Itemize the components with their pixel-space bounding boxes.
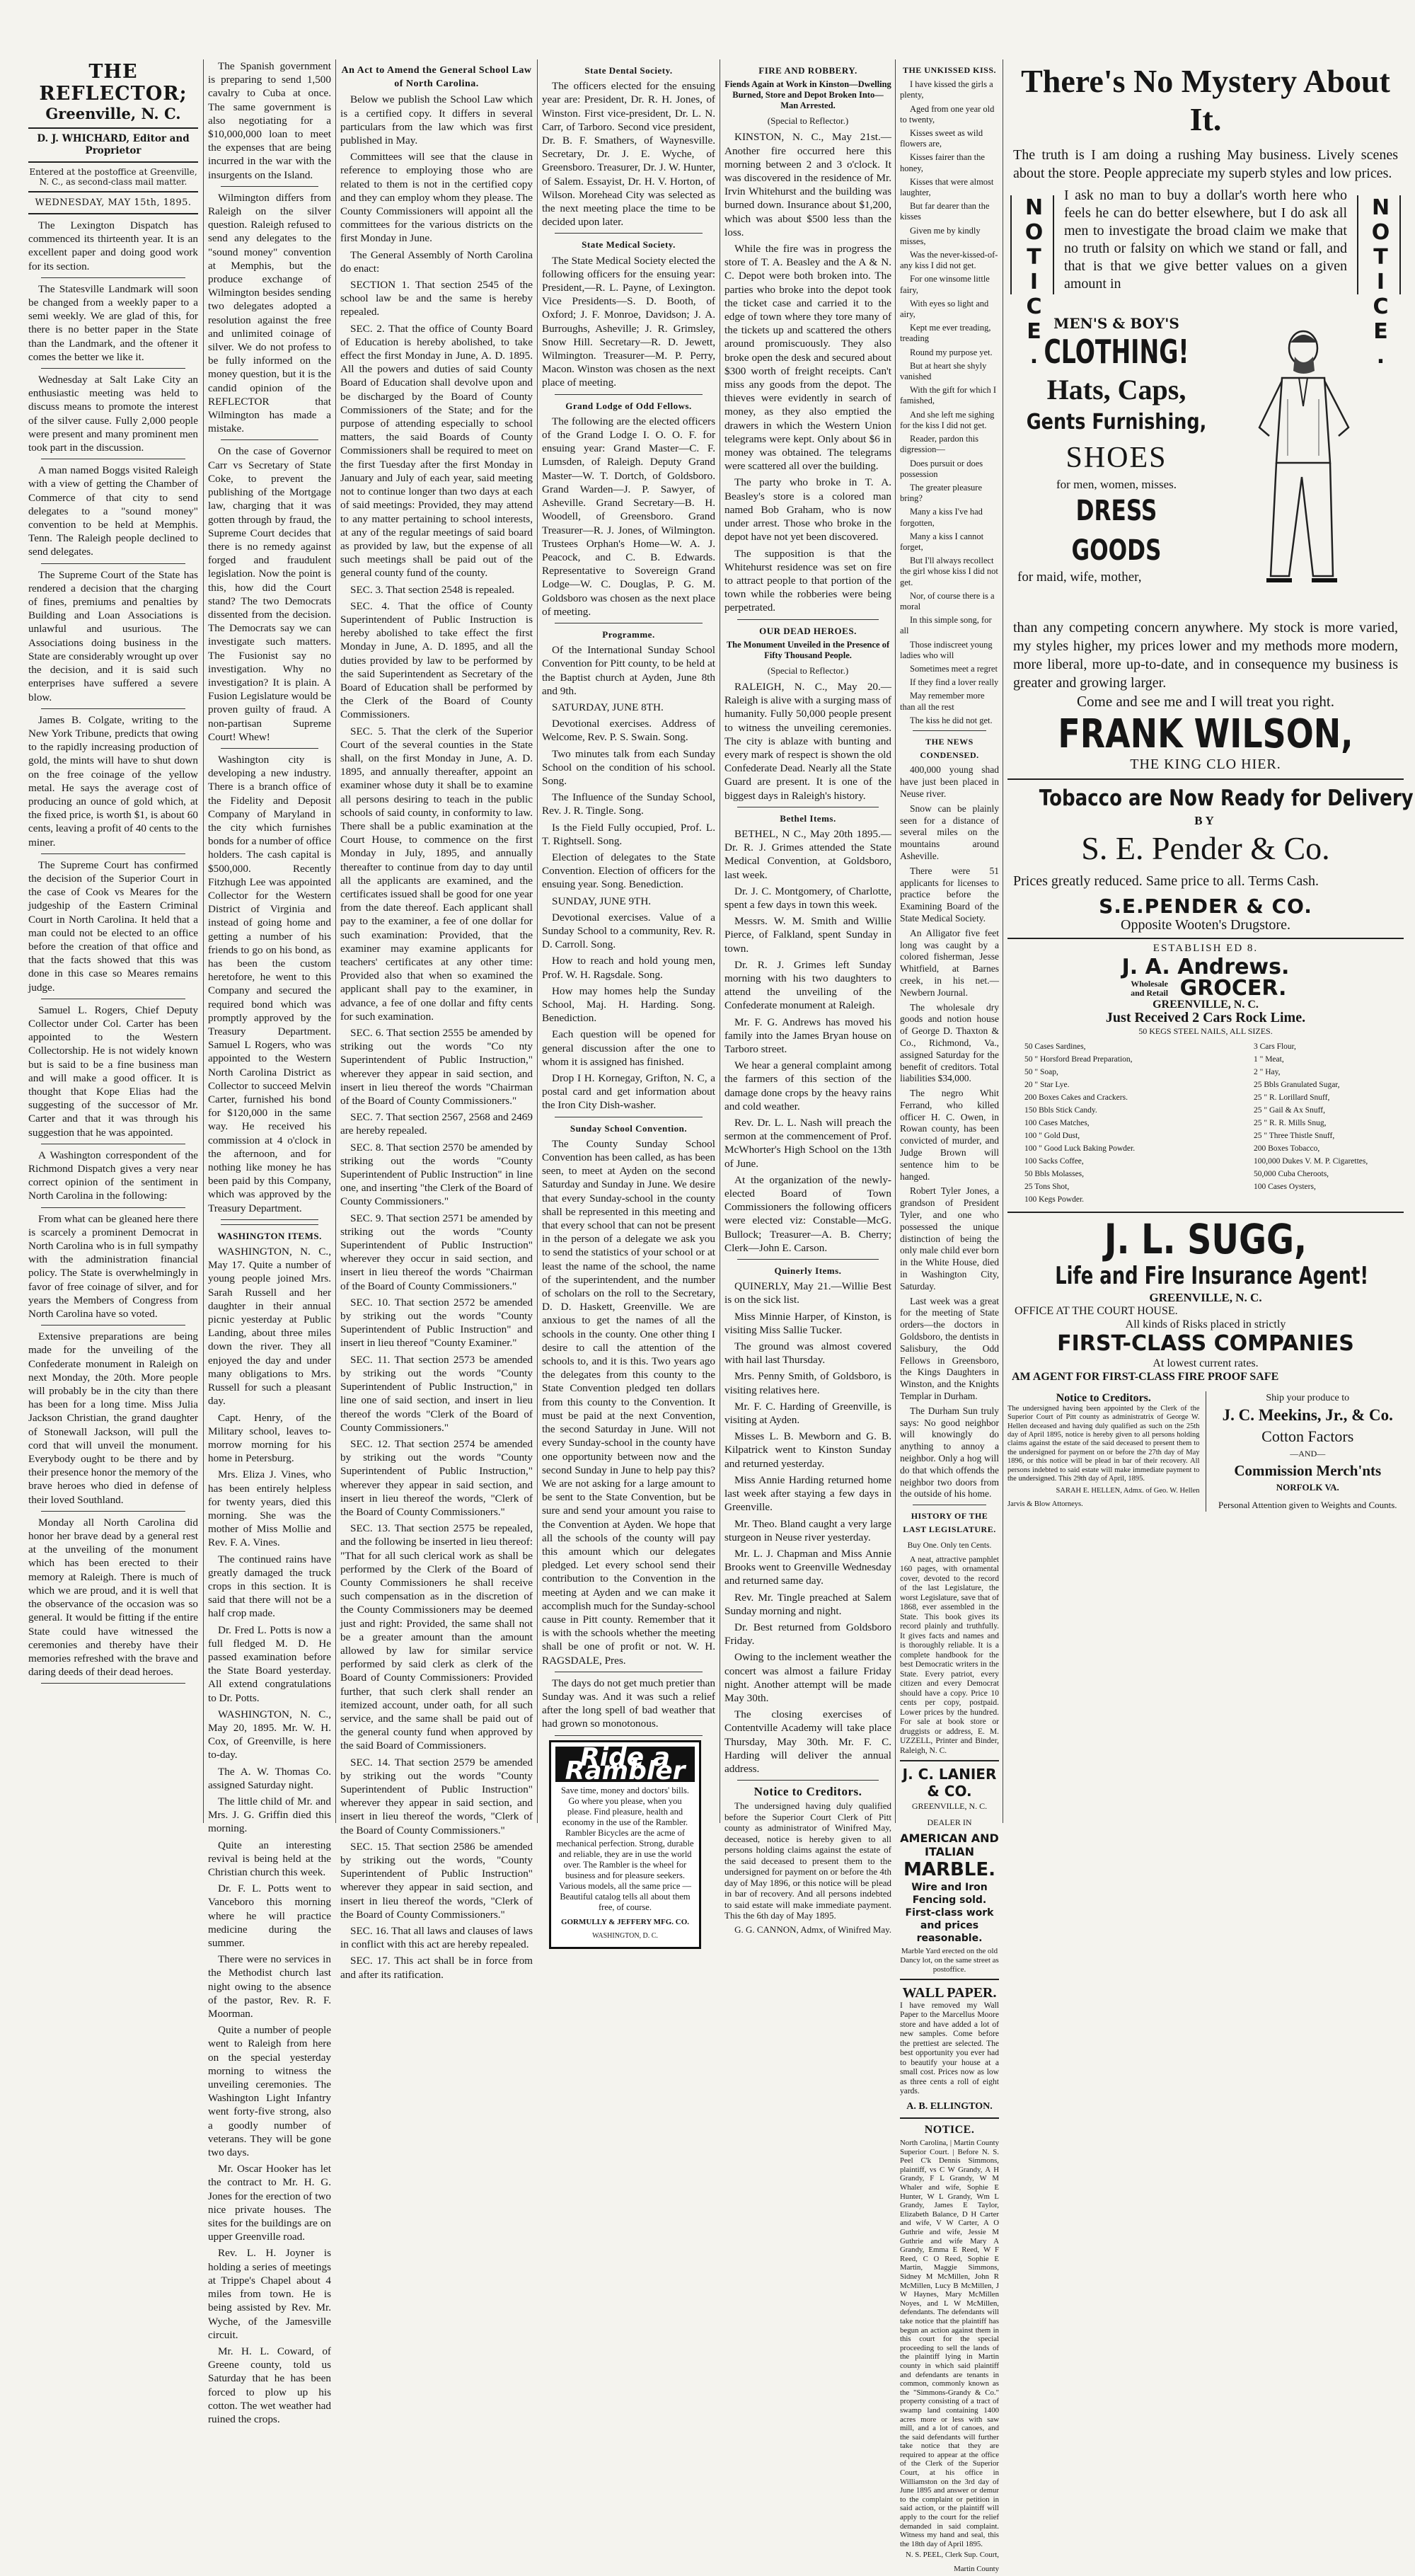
masthead-title: THE REFLECTOR; — [39, 61, 187, 105]
sugg-city: GREENVILLE, N. C. — [1149, 1290, 1262, 1304]
quinerly-item: Mr. Theo. Bland caught a very large sturgeon in Neuse river yesterday. — [724, 1517, 891, 1543]
andrews-city: GREENVILLE, N. C. — [1153, 999, 1259, 1011]
news-condensed-heading: THE NEWS CONDENSED. — [920, 736, 979, 761]
quinerly-items-heading: Quinerly Items. — [774, 1265, 842, 1277]
meekins-ad — [1206, 1391, 1404, 1512]
pender-prices: Prices greatly reduced. Same price to all. Terms Cash. — [1013, 873, 1319, 889]
unkissed-kiss-poem — [900, 79, 999, 726]
quinerly-item: Owing to the inclement weather the concert was almost a failure Friday night. Another attempt will be made May 30th. — [724, 1651, 891, 1704]
stock-item: 200 Boxes Cakes and Crackers. — [1024, 1093, 1128, 1102]
washington-items — [208, 1245, 331, 2426]
poem-line: Kept me ever treading, treading — [900, 323, 991, 344]
news-item: An Alligator five feet long was caught by a colored fisherman, Jesse Whitfield, at Barnes creek, in his net.—Newbern Journal. — [900, 927, 999, 998]
school-law-section: SEC. 2. That the office of County Board of Education is hereby abolished, to take effect the first Monday in June, A. D. 1895. All the powers and duties of said County Board of Education shall devolve upon and be discharged by the Board of County Commissioners of the State; and for the purpose of attending especially to school matters, the said Boards of County Commissioners shall be required to meet on the first Tuesday after the first Monday in January and July of each year, said meeting not to continue longer than two days at each of said meetings: Provided, they may attend to any matter pertaining to school interests, at any of the regular meetings of said board as provided by law, but the expense of all such meetings shall be paid out of the general county fund of the county. — [340, 322, 533, 580]
poem-line: May remember more than all the rest — [900, 691, 985, 712]
meekins-ship: Ship your produce to — [1266, 1392, 1350, 1403]
andrews-stock — [1015, 1042, 1397, 1207]
dead-heroes-heading: OUR DEAD HEROES. — [759, 625, 857, 636]
column-1 — [28, 61, 198, 1832]
pender-name-2: S.E.PENDER & CO. — [1099, 894, 1312, 918]
poem-line: With the gift for which I famished, — [900, 385, 997, 406]
article-paragraph: The Statesville Landmark will soon be changed from a weekly paper to a semi weekly. We are glad of this, for there is no better paper in the State than the Landmark, and the oftener it comes the better we like it. — [28, 282, 198, 363]
article-paragraph: From what can be gleaned here there is scarcely a prominent Democrat in North Carolina who is in full sympathy with the administration financial policy. The State is overwhelmingly in favor of free coinage of silver, and for years the Members of Congress from North Carolina have so voted. — [28, 1212, 198, 1321]
clothing-ad-lines — [1010, 317, 1223, 585]
washington-item: Mr. H. L. Coward, of Greene county, told us Saturday that he has been forced to plow up his cotton. The wet weather had ruined the crops. — [208, 2345, 331, 2425]
stock-item: 25 " R. R. Mills Snug, — [1254, 1118, 1327, 1127]
hellen-notice-heading: Notice to Creditors. — [1056, 1391, 1151, 1404]
meekins-norfolk: NORFOLK VA. — [1276, 1482, 1339, 1493]
gentleman-illustration — [1245, 321, 1365, 590]
poem-line: Aged from one year old to twenty, — [900, 103, 995, 125]
andrews-grocer: GROCER. — [1179, 976, 1287, 1001]
article-paragraph: Wednesday at Salt Lake City an enthusiastic meeting was held to discuss means to promote the interest of the silver cause. Fully 2,000 people were present and many prominent men took part in the discussion. — [28, 374, 198, 454]
school-law-section: SECTION 1. That section 2545 of the school law be and the same is hereby repealed. — [340, 279, 533, 318]
news-condensed-items — [900, 764, 999, 1500]
quinerly-item: Rev. Mr. Tingle preached at Salem Sunday morning and night. — [724, 1591, 891, 1617]
stock-item: 150 Bbls Stick Candy. — [1024, 1105, 1097, 1115]
dress-for: for maid, wife, mother, — [1017, 570, 1142, 585]
dress-goods: DRESS GOODS — [1071, 495, 1162, 568]
shoes-word: SHOES — [1065, 442, 1167, 475]
bottom-ads — [1007, 1391, 1404, 1512]
poem-line: Does pursuit or does possession — [900, 458, 983, 479]
fire-robbery-paragraph: While the fire was in progress the store of T. A. Beasley and the A & N. C. Depot were both broken into. The parties who broke into the depot took the ticket case and carried it to the edge of town where they tore many of the tickets up and scattered the others around promiscuously. They also broke open the desk and secured about $300 worth of freight receipts. Can't miss any goods from the depot. The thieves were evidently in search of money, as they also emptied the drawers in which the Western Union telegrams were kept. Only about $6 in money was obtained. The telegrams were scattered all over the building. — [724, 243, 891, 473]
column-6 — [900, 59, 999, 2573]
programme-list — [542, 643, 715, 1069]
washington-item: Rev. L. H. Joyner is holding a series of meetings at Trippe's Chapel about 4 miles from town. He is being assisted by Rev. Mr. Wyche, of the Jamesville circuit. — [208, 2247, 331, 2341]
article-paragraph: James B. Colgate, writing to the New York Tribune, predicts that owing to the rapidly increasing production of gold, the mints will have to shut down on the free coinage of the yellow metal. He says the average cost of producing an ounce of gold which, at the fixed price, is worth $1, is about 60 cents, leaving a profit of 40 cents to the miner. — [28, 713, 198, 849]
poem-line: Sometimes meet a regret — [910, 663, 998, 674]
dental-society-heading: State Dental Society. — [584, 65, 673, 76]
poem-line: The kiss he did not get. — [910, 715, 993, 725]
school-law-section: SEC. 6. That section 2555 be amended by striking out the words "Co nty Superintendent of Public Instruction," wherever they appear in said section, and insert in lieu thereof the words "Chairman of the Board of County Commissioners." — [340, 1027, 533, 1108]
washington-item: The A. W. Thomas Co. assigned Saturday night. — [208, 1765, 331, 1791]
shoes-for: for men, women, misses. — [1056, 478, 1177, 492]
quinerly-item: Dr. Best returned from Goldsboro Friday. — [724, 1621, 891, 1648]
programme-item: Election of delegates to the State Convention. Election of officers for the ensuing year. Song. Benediction. — [542, 851, 715, 891]
lanier-fencing: Wire and Iron Fencing sold. First-class work and prices reasonable. — [905, 1881, 994, 1944]
clothing-ad — [1007, 187, 1404, 619]
school-law-section: SEC. 15. That section 2586 be amended by striking out the words, "County Superintendent of Public Instruction" wherever they appear in said section, and insert in lieu thereof the words, "Clerk of the Board of County Commissioners." — [340, 1840, 533, 1921]
stock-item: 50 Cases Sardines, — [1024, 1042, 1086, 1051]
stock-item: 25 " R. Lorillard Snuff, — [1254, 1093, 1330, 1102]
andrews-name: J. A. Andrews. — [1121, 955, 1290, 980]
fire-robbery-paragraph: KINSTON, N. C., May 21st.—Another fire occurred here this morning between 2 and 3 o'clock. It was discovered in the residence of Mr. Irvin Whitehurst and the building was burned down. Insurance about $1,200, which was about $500 less than the loss. — [724, 131, 891, 238]
article-paragraph: The Lexington Dispatch has commenced its thirteenth year. It is an excellent paper and doing good work for its section. — [28, 219, 198, 272]
lanier-dealer: DEALER IN — [927, 1817, 972, 1827]
stock-item: 25 Tons Shot, — [1024, 1182, 1070, 1191]
stock-item: 25 " Gail & Ax Snuff, — [1254, 1105, 1325, 1115]
hellen-notice-signature: SARAH E. HELLEN, Admx. of Geo. W. Hellen — [1056, 1486, 1200, 1495]
poem-line: But far dearer than the kisses — [900, 201, 990, 222]
medical-society-heading: State Medical Society. — [582, 239, 676, 251]
column-4 — [542, 59, 715, 1940]
fire-robbery-subheading: Fiends Again at Work in Kinston—Dwelling Burned, Store and Depot Broken Into—Man Arrested. — [724, 79, 891, 111]
rambler-ad-maker: GORMULLY & JEFFERY MFG. CO. — [560, 1917, 690, 1926]
washington-item: WASHINGTON, N. C., May 17. Quite a number of young people joined Mrs. Sarah Russell and her daughter in their annual picnic yesterday at Public Landing, about three miles down the river. They all enjoyed the day and under many obligations to Mrs. Russell for such a pleasant day. — [208, 1246, 331, 1408]
news-item: Snow can be plainly seen for a distance of several miles on the mountains around Asheville. — [900, 803, 999, 861]
column-2-articles — [208, 59, 331, 1220]
poem-line: For one winsome little fairy, — [900, 274, 990, 295]
sugg-first-class: FIRST-CLASS COMPANIES — [1057, 1331, 1354, 1357]
washington-item: Quite an interesting revival is being held at the Christian church this week. — [208, 1839, 331, 1878]
school-law-section: SEC. 9. That section 2571 be amended by striking out the words "County Superintendent of Public Instruction" wherever they occur in said section, and insert in lieu thereof the words "Chairman of the Board of County Commissioners." — [340, 1212, 533, 1292]
stock-item: 100 Sacks Coffee, — [1024, 1156, 1084, 1166]
lanier-ad — [900, 1766, 999, 1974]
clothing-ad-body: I ask no man to buy a dollar's worth here who feels he can do better elsewhere, but I do ask all men to investigate the broad claim we make that no truth or falsity on which we stand or fall, and that is that we give better values on a given amount in — [1064, 188, 1347, 292]
poem-line: I have kissed the girls a plenty, — [900, 79, 993, 100]
masthead-entered: Entered at the postoffice at Greenville, N. C., as second-class mail matter. — [29, 167, 197, 187]
school-law-section: SEC. 14. That section 2579 be amended by striking out the words "County Superintendent of Public Instruction" wherever they appear in said section, and insert in lieu thereof the words, "Clerk of the Board of County Commissioners." — [340, 1756, 533, 1836]
poem-line: Reader, pardon this digression— — [900, 434, 979, 455]
legislature-text: A neat, attractive pamphlet 160 pages, with ornamental cover, devoted to the record of the last Legislature, the worst Legislature, save that of 1868, ever assembled in the State. This book gives its record plainly and truthfully. It gives facts and names and is thoroughly reliable. It is a complete handbook for the best Democratic writers in the State. Every patriot, every citizen and every Democrat should have a copy. Price 10 cents per copy, postpaid. Lower prices by the hundred. For sale at book store or druggists or address, E. M. UZZELL, Printer and Binder, Raleigh, N. C. — [900, 1555, 999, 1755]
poem-line: Those indiscreet young ladies who will — [900, 639, 993, 660]
andrews-stock-right — [1244, 1042, 1397, 1207]
clothing-word: CLOTHING! — [1044, 333, 1189, 372]
fire-robbery-text — [724, 130, 891, 614]
hats-caps: Hats, Caps, — [1046, 374, 1186, 406]
stock-item: 100 " Gold Dust, — [1024, 1131, 1080, 1140]
poem-line: With eyes so light and airy, — [900, 298, 989, 320]
bethel-item: BETHEL, N C., May 20th 1895.—Dr. R. J. Grimes attended the State Medical Convention, at Goldsboro, last week. — [724, 827, 891, 881]
washington-item: The little child of Mr. and Mrs. J. G. Griffin died this morning. — [208, 1795, 331, 1835]
pender-opposite: Opposite Wooten's Drugstore. — [1121, 916, 1290, 933]
wall-paper-heading: WALL PAPER. — [902, 1984, 997, 2001]
article-paragraph: Monday all North Carolina did honor her brave dead by a general rest at the unveiling of the monument which has been erected to their memory at Raleigh. There is much of which we are proud, and it is well that the observance of the occasion was so general. It would be fitting if the entire State could have witnessed the ceremonies and thereby have their memories refreshed with the brave and daring deeds of their dead heroes. — [28, 1516, 198, 1679]
poem-line: Many a kiss I cannot forget, — [900, 531, 984, 552]
no-mystery-headline: There's No Mystery About It. — [1021, 63, 1390, 137]
programme-item: Of the International Sunday School Convention for Pitt county, to be held at the Baptist church at Ayden, June 8th and 9th. — [542, 644, 715, 697]
unkissed-kiss-heading: THE UNKISSED KISS. — [902, 65, 997, 75]
stock-item: 50 " Horsford Bread Preparation, — [1024, 1054, 1133, 1064]
programme-item: SUNDAY, JUNE 9TH. — [552, 895, 652, 907]
tobacco-by: BY — [1194, 814, 1217, 828]
wall-paper-text: I have removed my Wall Paper to the Marcellus Moore store and have added a lot of new samples. Come before the prettiest are selected. The best opportunity you ever had to beautify your house at a small cost. Prices now as low as three cents a roll of eight yards. — [900, 2001, 999, 2096]
programme-item: Two minutes talk from each Sunday School on the condition of his school. Song. — [542, 747, 715, 787]
poem-line: If they find a lover really — [910, 677, 999, 688]
stock-item: 20 " Star Lye. — [1024, 1080, 1070, 1089]
bethel-item: Rev. Dr. L. L. Nash will preach the sermon at the commencement of Prof. McWhorter's High School on the 13th of June. — [724, 1117, 891, 1170]
wall-paper-name: A. B. ELLINGTON. — [906, 2100, 993, 2112]
programme-item: The Influence of the Sunday School, Rev. J. R. Tingle. Song. — [542, 791, 715, 817]
school-law-section: SEC. 3. That section 2548 is repealed. — [350, 583, 515, 596]
school-law-section: SEC. 12. That section 2574 be amended by striking out the words "County Superintendent of Public Instruction," wherever they appear in said section, and insert in lieu thereof the words, "Clerk of the Board of County Commissioners." — [340, 1437, 533, 1518]
column-rule — [203, 59, 204, 1823]
hellen-notice-firm: Jarvis & Blow Attorneys. — [1007, 1500, 1083, 1508]
poem-line: In this simple song, for all — [900, 615, 992, 636]
school-law-heading: An Act to Amend the General School Law of North Carolina. — [341, 65, 532, 90]
fire-robbery-heading: FIRE AND ROBBERY. — [758, 65, 857, 76]
programme-item: SATURDAY, JUNE 8TH. — [552, 701, 664, 713]
sugg-life-fire: Life and Fire Insurance Agent! — [1055, 1261, 1369, 1290]
article-paragraph: The Spanish government is preparing to send 1,500 cavalry to Cuba at once. The same government is also negotiating for a $10,000,000 loan to meet the expenses that are being incurred in the war with the insurgents on the Island. — [208, 60, 331, 181]
fire-robbery-special: (Special to Reflector.) — [767, 115, 849, 127]
stock-item: 50,000 Cuba Cheroots, — [1254, 1169, 1329, 1178]
column-rule — [335, 59, 336, 1823]
meekins-personal: Personal Attention given to Weights and Counts. — [1218, 1500, 1397, 1511]
wall-paper-ad — [900, 1984, 999, 2113]
come-see: Come and see me and I will treat you right. — [1077, 693, 1334, 710]
legislature-heading: HISTORY OF THE LAST LEGISLATURE. — [903, 1511, 996, 1535]
creditors-notice-text: The undersigned having duly qualified before the Superior Court Clerk of Pitt county as administrator of Winifred May, deceased, notice is hereby given to all persons holding claims against the estate of the said deceased to present them to the undersigned for payment on or before the 4th day of May 1896, or this notice will be plead in bar of recovery. And all persons indebted to said estate will make immediate payment. This the 6th day of May 1895. — [724, 1800, 891, 1921]
odd-fellows-text: The following are the elected officers of the Grand Lodge I. O. O. F. for ensuing year: Grand Master—C. F. Lumsden, of Raleigh. Deputy Grand Master—W. T. Dortch, of Goldsboro. Grand Warden—J. P. Sawyer, of Asheville. Grand Secretary—B. H. Woodell, of Greensboro. Grand Treasurer—R. J. Jones, of Wilmington. Trustees Orphan's Home—W. A. J. Peacock, and C. B. Edwards. Representative to Sovereign Grand Lodge—W. C. Douglas, P. G. M. Goldsboro was chosen as the next place of meeting. — [542, 415, 715, 618]
quinerly-item: Miss Annie Harding returned home last week after staying a few days in Greenville. — [724, 1473, 891, 1514]
article-paragraph: A man named Boggs visited Raleigh with a view of getting the Chamber of Commerce of that city to send delegates to a "sound money" convention to be held at Memphis. Tenn. The Raleigh people declined to send delegates. — [28, 464, 198, 558]
gents-furnishing: Gents Furnishing, — [1026, 410, 1207, 435]
news-item: The Durham Sun truly says: No good neighbor will knowingly do anything to annoy a neighbor. Only a hog will do that which offends the neighbor two doors from the outside of his home. — [900, 1405, 999, 1500]
programme-item: Is the Field Fully occupied, Prof. L. T. Rightsell. Song. — [542, 821, 715, 847]
meekins-commission: Commission Merch'nts — [1234, 1462, 1382, 1480]
court-notice-text: North Carolina, | Martin County Superior Court. | Before N. S. Peel C'k Dennis Simmons, plaintiff, vs C W Grandy, A H Grandy, F L Grandy, W M Whaler and wife, Sophie E Hunter, W L Grandy, Wm L Grandy, James E Taylor, Elizabeth Balance, D H Carter and wife, V W Carter, A O Guthrie and wife, Jessie M Guthrie and wife Mary A Grandy, Emma E Reed, W F Reed, C O Reed, Sophie E Martin, Maggie Simmons, Sidney M McMillen, John R McMillen, Lucy B McMillen, J W Haynes, Mary McMillen Noyes, and L W McMillen, defendants. The defendants will take notice that the plaintiff has begun an action against them in this court for the special proceeding to sell the lands of the plaintiff lying in Martin county in which said plaintiff and defendants are tenants in common, commonly known as the "Simmons-Grandy & Co." property consisting of a tract of swamp land containing 1400 acres more or less with saw mill, and a lot of canoes, and the said defendants will further take notice that they are required to appear at the office of the Clerk of the Superior Court, at his office in Williamston on the 3rd day of June 1895 and answer or demur to the complaint or petition in said action, or the plaintiff will apply to the court for the relief demanded in said complaint. Witness my hand and seal, this the 18th day of April 1895. — [900, 2139, 999, 2548]
quinerly-item: Miss Minnie Harper, of Kinston, is visiting Miss Sallie Tucker. — [724, 1310, 891, 1336]
tobacco-headline: Tobacco are Now Ready for Delivery — [1039, 786, 1414, 812]
masthead-date: WEDNESDAY, MAY 15th, 1895. — [35, 197, 192, 208]
programme-heading: Programme. — [602, 628, 655, 640]
poem-line: Was the never-kissed-of-any kiss I did not get. — [900, 250, 998, 271]
notice-left: NOTICE. — [1010, 195, 1054, 294]
mens-boys: MEN'S & BOY'S — [1053, 315, 1179, 332]
dead-heroes-special: (Special to Reflector.) — [767, 665, 849, 676]
school-law-section: Committees will see that the clause in reference to employing those who are related to them is not in the certified copy and they can employ whom they please. The County Commissioners will appoint all the committees for the various districts on the first Monday in June. — [340, 151, 533, 245]
lanier-marble: MARBLE. — [903, 1858, 996, 1880]
notice-right: NOTICE. — [1357, 195, 1401, 294]
quinerly-item: QUINERLY, May 21.—Willie Best is on the sick list. — [724, 1280, 891, 1306]
poem-line: But at heart she shyly vanished — [900, 360, 987, 382]
stock-item: 1 " Meat, — [1254, 1054, 1284, 1064]
fire-robbery-paragraph: The party who broke in T. A. Beasley's store is a colored man named Bob Graham, who is now under arrest. Those who broke in the depot have not yet been discovered. — [724, 476, 891, 544]
article-paragraph: The Supreme Court has confirmed the decision of the Superior Court in the case of Cook vs Meares for the judgeship of the Eastern Criminal Court in North Carolina. It held that a man could not be elected to an office before the creation of that office and that the facts showed that this was done in this case so Meares remains judge. — [28, 858, 198, 994]
column-rule — [537, 59, 538, 1823]
stock-item: 25 " Three Thistle Snuff, — [1254, 1131, 1335, 1140]
washington-item: WASHINGTON, N. C., May 20, 1895. Mr. W. H. Cox, of Greenville, is here to-day. — [208, 1708, 331, 1761]
bethel-item: Mr. F. G. Andrews has moved his family into the James Bryan house on Tarboro street. — [724, 1016, 891, 1055]
creditors-notice-heading: Notice to Creditors. — [753, 1785, 862, 1799]
andrews-grocer-line — [1007, 976, 1404, 1001]
news-item: Robert Tyler Jones, a grandson of President Tyler, and one who possessed the unique distinction of being the only male child ever born in the White House, died in Washington City, Saturday. — [900, 1185, 999, 1292]
column-3 — [340, 59, 533, 1981]
andrews-stock-left — [1015, 1042, 1244, 1207]
poem-line: Kisses that were almost laughter, — [900, 176, 994, 198]
no-mystery-intro: The truth is I am doing a rushing May business. Lively scenes about the store. People appreciate my superb styles and low prices. — [1013, 147, 1398, 181]
column-5 — [724, 59, 891, 1935]
stock-item: 100,000 Dukes V. M. P. Cigarettes, — [1254, 1156, 1368, 1166]
article-paragraph: Washington city is developing a new industry. There is a branch office of the Fidelity and Deposit Company of Maryland in the city which furnishes bonds for a number of office holders. The cash capital is $500,000. Recently Fitzhugh Lee was appointed Collector for the Western District of Virginia and instead of going home and getting a number of his friends to go on his bond, as has been the custom heretofore, he went to this Company and secured the required bond which was promptly approved by the Treasury Department. Samuel L Rogers, who was appointed to the Western North Carolina District as Collector to succeed Melvin Carter, furnished his bond for $120,000 in the same way. He received his commission at 4 o'clock in the afternoon, and for nothing like money he has been paid by this Company, which was approved by the Treasury Department. — [208, 753, 331, 1214]
school-law-section: SEC. 13. That section 2575 be repealed, and the following be inserted in lieu thereof: "That for all such clerical work as shall be performed by the Clerk of the Board of County Commissioners he shall receive such compensation as in the discretion of the County Commissioners may be deemed just and right: Provided, the same shall not be a greater amount than the amount allowed by law for similar service performed by said clerk as clerk of the Board of County Commissioners: Provided further, that such clerk shall render an itemized account, under oath, for all such service, and the same shall be paid out of the general county fund when approved by the said Board of Commissioners. — [340, 1522, 533, 1752]
stock-item: 50 Bbls Molasses, — [1024, 1169, 1085, 1178]
article-paragraph: Samuel L. Rogers, Chief Deputy Collector under Col. Carter has been appointed to the Western Collectorship. He is not widely known but is said to be a fine business man and will make a good officer. It is thought that Kope Elias had the suggesting of the successor of Mr. Carter and that it was through his suggestion that he was appointed. — [28, 1004, 198, 1139]
sugg-risks: All kinds of Risks placed in strictly — [1125, 1318, 1286, 1331]
washington-item: There were no services in the Methodist church last night owing to the absence of the pastor, Rev. R. F. Moorman. — [208, 1953, 331, 2020]
school-law-section: SEC. 5. That the clerk of the Superior Court of the several counties in the State shall, on the first Monday in June, A. D. 1895, and annually thereafter, appoint an examiner whose duty it shall be to examine all persons desiring to teach in the public schools of said county, in conformity to law. There shall be a public examination at the Court House, to commence on the first Monday in July, 1895, and annually thereafter to continue from day to day until all the applicants are examined, and the certificates issued shall be good for one year from the date thereof. Each applicant shall pay to the examiner, a fee of one dollar for such examination: Provided, that the examiner may examine applicants for teachers' certificates at any other time: Provided also that when so examined the applicant shall pay to the examiner, in advance, a fee of one dollar and fifty cents for such examination. — [340, 725, 533, 1023]
bethel-items-heading: Bethel Items. — [780, 812, 836, 824]
rambler-ad-title: Ride a Rambler — [555, 1747, 695, 1782]
poem-line: Round my purpose yet. — [910, 347, 993, 357]
poem-line: Given me by kindly misses, — [900, 225, 981, 246]
king-clothier: THE KING CLO HIER. — [1130, 757, 1281, 773]
clothing-ad-body-2: than any competing concern anywhere. My stock is more varied, my styles higher, my prices lower and my methods more modern, more liberal, more up-to-date, and in consequence my business is greater and growing larger. — [1013, 620, 1398, 691]
school-law-section: Below we publish the School Law which is a certified copy. It differs in several particulars from the law which was first published in May. — [340, 93, 533, 147]
school-law-section: SEC. 10. That section 2572 be amended by striking out the words "County Superintendent of Public Instruction" and insert in lieu thereof "County Examiner." — [340, 1296, 533, 1350]
washington-item: Dr. F. L. Potts went to Vanceboro this morning where he will practice medicine during the summer. — [208, 1882, 331, 1950]
quinerly-item: Mrs. Penny Smith, of Goldsboro, is visiting relatives here. — [724, 1370, 891, 1396]
rambler-ad — [549, 1740, 701, 1950]
washington-item: Quite a number of people went to Raleigh from here on the special yesterday morning to witness the unveiling ceremonies. The Washington Light Infantry went forty-five strong, also a goodly number of veterans. They will be gone two days. — [208, 2024, 331, 2159]
sugg-agent: AM AGENT FOR FIRST-CLASS FIRE PROOF SAFE — [1012, 1371, 1279, 1384]
bethel-item: At the organization of the newly-elected Board of Town Commissioners the following officers were elected viz: Constable—McG. Bullock; Treasurer—A. B. Cherry; Clerk—John E. Carson. — [724, 1173, 891, 1254]
quinerly-item: The closing exercises of Contentville Academy will take place Thursday, May 30th. Mr. F. C. Harding will deliver the annual address. — [724, 1708, 891, 1775]
stock-item: 100 " Good Luck Baking Powder. — [1024, 1144, 1136, 1153]
poem-line: The greater pleasure bring? — [900, 482, 983, 504]
bethel-item: Messrs. W. M. Smith and Willie Pierce, of Falkland, spent Sunday in town. — [724, 915, 891, 955]
court-notice-signature: N. S. PEEL, Clerk Sup. Court, Martin County — [906, 2551, 999, 2573]
legislature-subheading: Buy One. Only ten Cents. — [907, 1541, 992, 1550]
masthead — [28, 61, 198, 214]
sunday-school-convention-text: The County Sunday School Convention has been called, as has been seen, to meet at Ayden on the second Saturday and Sunday in June. We desire that every Sunday-school in the county shall be represented in this meeting and that every school that can not be present in the person of a delegate we ask you to send the statistics of your school or at least the name of the school, the name of the superintendent, and the number of scholars on the roll to the Secretary, D. D. Haskett, Greenville. We are anxious to get the names of all the schools in the county. One other thing I desire to call the attention of the schools to, and it is this. Two years ago the delegates from this county to the State Convention pledged ten dollars from this county to the Convention. It must be paid at the next Convention, the second Saturday in June. Will not every Sunday-school in the county have one opportunity between now and the second Sunday in June to help pay this? We are not asking for a large amount to be sent to the State Convention, but be sure and send your amount you raise to the Convention at Ayden. We hope that all the schools of the county will pay this amount which our delegates pledged. Let every school send their contribution to the Convention in the meeting at Ayden and we can make it accomplish much for the Sunday-school cause in Pitt county. Remember that it is with the schools whether the meeting shall be one of profit or not. W. H. RAGSDALE, Pres. — [542, 1137, 715, 1667]
quinerly-item: The ground was almost covered with hail last Thursday. — [724, 1340, 891, 1367]
stock-item: 3 Cars Flour, — [1254, 1042, 1296, 1051]
stock-item: 2 " Hay, — [1254, 1067, 1281, 1076]
column-1-articles — [28, 219, 198, 1684]
quinerly-item: Mr. F. C. Harding of Greenville, is visiting at Ayden. — [724, 1400, 891, 1427]
washington-item: Mr. Oscar Hooker has let the contract to Mr. H. G. Jones for the erection of two nice private houses. The sites for the buildings are on upper Greenville road. — [208, 2163, 331, 2243]
meekins-name: J. C. Meekins, Jr., & Co. — [1222, 1405, 1393, 1424]
hellen-notice — [1007, 1391, 1206, 1512]
sunday-school-convention-heading: Sunday School Convention. — [570, 1122, 688, 1134]
stock-item: 100 Cases Matches, — [1024, 1118, 1090, 1127]
sugg-lower: At lowest current rates. — [1153, 1357, 1259, 1370]
stock-item: 50 " Soap, — [1024, 1067, 1058, 1076]
programme-item: Devotional exercises. Address of Welcome, Rev. P. S. Swain. Song. — [542, 718, 715, 744]
article-paragraph: The Supreme Court of the State has rendered a decision that the charging of fines, premiums and penalties by Building and Loan Associations is unlawful and usurious. The Associations doing business in the State are considerably wrought up over the decision, and it is said such enterprises have suffered a severe blow. — [28, 568, 198, 703]
programme-item: How may homes help the Sunday School, Maj. H. Harding. Song. Benediction. — [542, 984, 715, 1025]
masthead-place: Greenville, N. C. — [45, 105, 181, 122]
school-law-section: SEC. 11. That section 2573 be amended by striking out the words "County Superintendent of Public Instruction," in line one of said section, and insert in lieu thereof the words "Clerk of the Board of County Commissioners." — [340, 1353, 533, 1434]
washington-item: Dr. Fred L. Potts is now a full fledged M. D. He passed examination before the State Board yesterday. All extend congratulations to Dr. Potts. — [208, 1623, 331, 1704]
programme-item: How to reach and hold young men, Prof. W. H. Ragsdale. Song. — [542, 955, 715, 981]
poem-line: And she left me sighing for the kiss I did not get. — [900, 409, 995, 430]
meekins-cotton: Cotton Factors — [1261, 1427, 1354, 1445]
poem-line: Kisses sweet as wild flowers are, — [900, 128, 983, 149]
column-7-ads — [1007, 61, 1414, 1832]
programme-item: Each question will be opened for general discussion after the one to whom it is assigned has finished. — [542, 1028, 715, 1068]
news-item: 400,000 young shad have just been placed in Neuse river. — [900, 764, 999, 799]
rambler-ad-city: WASHINGTON, D. C. — [592, 1932, 658, 1940]
article-paragraph: Wilmington differs from Raleigh on the silver question. Raleigh refused to send any delegates to the "sound money" convention at Memphis, but the produce exchange of Wilmington besides sending two delegates adopted a resolution against the free and unlimited coinage of silver. We do not profess to be fully informed on the money question, but it is the candid opinion of the REFLECTOR that Wilmington has made a mistake. — [208, 191, 331, 435]
stock-item: 100 Cases Oysters, — [1254, 1182, 1316, 1191]
school-law-section: SEC. 16. That all laws and clauses of laws in conflict with this act are hereby repealed. — [340, 1925, 533, 1951]
masthead-editor: D. J. WHICHARD, Editor and Proprietor — [37, 133, 190, 156]
school-law-section: SEC. 8. That section 2570 be amended by striking out the words "County Superintendent of Public Instruction" in line one, and inserting "the Clerk of the Board of County Commissioners." — [340, 1141, 533, 1208]
andrews-lime: Just Received 2 Cars Rock Lime. — [1105, 1010, 1306, 1026]
meekins-and: —AND— — [1290, 1448, 1326, 1459]
column-rule — [895, 59, 896, 1823]
andrews-wholesale: Wholesale and Retail — [1131, 979, 1169, 999]
bethel-items — [724, 827, 891, 1255]
stock-item: 100 Kegs Powder. — [1024, 1195, 1085, 1204]
weather-note: The days do not get much pretier than Sunday was. And it was such a relief after the long spell of bad weather that had grown so monotonous. — [542, 1677, 715, 1730]
school-law-text — [340, 93, 533, 1981]
fire-robbery-paragraph: The supposition is that the Whitehurst residence was set on fire to attract people to that portion of the town while the robberies were being perpetrated. — [724, 547, 891, 614]
school-law-section: SEC. 17. This act shall be in force from and after its ratification. — [340, 1955, 533, 1981]
stock-item: 200 Boxes Tobacco, — [1254, 1144, 1320, 1153]
lanier-american-italian: AMERICAN AND ITALIAN — [900, 1831, 999, 1858]
school-law-section: SEC. 4. That the office of County Superintendent of Public Instruction is hereby abolished to take effect the first Monday in June, A. D. 1895, and all the duties provided by law to be performed by the said Superintendent as Secretary of the Board of Education shall be performed by the Clerk of the Board of County Commissioners. — [340, 599, 533, 721]
dead-heroes-text: RALEIGH, N. C., May 20.—Raleigh is alive with a surging mass of humanity. Fully 50,000 people present to witness the unveiling ceremonies. The city is ablaze with bunting and every mark of respect is shown the old Confederate Dead. Nearly all the State Guard are present. It is one of the biggest days in Raleigh's history. — [724, 680, 891, 802]
dental-society-text: The officers elected for the ensuing year are: President, Dr. R. H. Jones, of Winston. First vice-president, Dr. L. N. Carr, of Tarboro. Second vice president, Dr. B. F. Smathers, of Waynesville. Secretary, Dr. J. E. Wyche, of Greensboro. Treasurer, Dr. J. W. Hunter, of Salem. Essayist, Dr. H. V. Horton, of Wilson. Morehead City was selected as the next meeting place the time to be decided upon later. — [542, 80, 715, 229]
washington-items-heading: WASHINGTON ITEMS. — [217, 1230, 322, 1241]
column-2 — [208, 59, 331, 2425]
bethel-item: Dr. J. C. Montgomery, of Charlotte, spent a few days in town this week. — [724, 885, 891, 911]
rambler-ad-body: Save time, money and doctors' bills. Go where you please, when you please. Find pleasure, health and economy in the use of the Rambler. Rambler Bicycles are the acme of mechanical perfection. Strong, durable and reliable, they are in use the world over. The Rambler is the wheel for business and for pleasure seekers. Various models, all the same price —Beautiful catalog tells all about them free, of course. — [556, 1785, 694, 1912]
quinerly-item: Mr. L. J. Chapman and Miss Annie Brooks went to Greenville Wednesday and returned same day. — [724, 1547, 891, 1587]
poem-line: Kisses fairer than the honey, — [900, 152, 985, 173]
washington-item: Mrs. Eliza J. Vines, who has been entirely helpless for twenty years, died this morning. She was the mother of Miss Mollie and Rev. F. A. Vines. — [208, 1468, 331, 1549]
washington-item: The continued rains have greatly damaged the truck crops in this section. It is said that there will not be a half crop made. — [208, 1553, 331, 1620]
article-paragraph: On the case of Governor Carr vs Secretary of State Coke, to prevent the publishing of the Mortgage law, charging that it was gotten through by fraud, the Supreme Court decides that there is no remedy against forged and fraudulent legislation. Now the point is this, how did the Court stand? The two Democrats dissented from the decision. The Democrats say we can investigate such matters. The Fusionist say no investigation. Why no investigation? It is plain. A Fusion Legislature would be proven guilty of fraud. A non-partisan Supreme Court! Whew! — [208, 445, 331, 743]
frank-wilson: FRANK WILSON, — [1058, 711, 1353, 758]
hellen-notice-text: The undersigned having been appointed by the Clerk of the Superior Court of Pitt county as administratrix of George W. Hellen deceased and having duly qualified as such on the 25th day of April 1895, notice is hereby given to all persons holding claims against the estate of the said deceased to present them to the undersigned for payment on or before the 27th day of May 1896, or this notice will be plead in bar of their recovery. All persons indebted to said estate will make immediate payment to the undersigned. This 29th day of April, 1895. — [1007, 1404, 1200, 1483]
pender-name: S. E. Pender & Co. — [1081, 829, 1330, 866]
poem-line: Nor, of course there is a moral — [900, 590, 995, 611]
news-item: Last week was a great for the meeting of State orders—the doctors in Goldsboro, the dentists in Salisbury, the Odd Fellows in Greensboro, the Kings Daughters in Winston, and the Knights Templar in Durham. — [900, 1295, 999, 1402]
stock-item: 25 Bbls Granulated Sugar, — [1254, 1080, 1340, 1089]
poem-line: Many a kiss I've had forgotten, — [900, 507, 983, 528]
poem-line: But I'll always recollect the girl whose kiss I did not get. — [900, 556, 998, 587]
news-item: There were 51 applicants for licenses to practice before the Examining Board of the State Medical Society. — [900, 865, 999, 924]
school-law-section: The General Assembly of North Carolina do enact: — [340, 248, 533, 275]
bethel-item: Dr. R. J. Grimes left Sunday morning with his two daughters to attend the unveiling of the Confederate monument at Raleigh. — [724, 958, 891, 1012]
news-item: The negro Whit Ferrand, who killed officer H. C. Owen, in Rowan county, has been convicted of murder, and Judge Brown will sentence him to be hanged. — [900, 1088, 999, 1182]
article-paragraph: A Washington correspondent of the Richmond Dispatch gives a very near correct opinion of the sentiment in North Carolina in the following: — [28, 1149, 198, 1202]
washington-item: Capt. Henry, of the Military school, leaves to-morrow morning for his home in Petersburg. — [208, 1411, 331, 1465]
lanier-city: GREENVILLE, N. C. — [911, 1801, 988, 1812]
quinerly-items — [724, 1280, 891, 1776]
article-paragraph: Extensive preparations are being made for the unveiling of the Confederate monument in Raleigh on next Monday, the 20th. More people will probably be in the city than there has been for a long time. Miss Julia Jackson Christian, the grand daughter of Stonewall Jackson, will pull the cord that will unveil the monument. Everybody ought to be there and by their presence honor the memory of the brave heroes who died in defense of their loved Southland. — [28, 1330, 198, 1506]
lanier-yard: Marble Yard erected on the old Dancy lot, on the same street as postoffice. — [900, 1946, 999, 1974]
bethel-item: We hear a general complaint among the farmers of this section of the damage done crops by the heavy rains and cold weather. — [724, 1059, 891, 1112]
kornegay-notice: Drop I H. Kornegay, Grifton, N. C, a postal card and get information about the Iron City Dish-washer. — [542, 1072, 715, 1112]
andrews-nails: 50 KEGS STEEL NAILS, ALL SIZES. — [1138, 1026, 1273, 1037]
andrews-established: ESTABLISH ED 8. — [1153, 942, 1259, 954]
creditors-notice-signature: G. G. CANNON, Admx, of Winifred May. — [734, 1924, 891, 1935]
lanier-name: J. C. LANIER & CO. — [902, 1766, 997, 1800]
programme-item: Devotional exercises. Value of a Sunday School to a community, Rev. R. D. Carroll. Song. — [542, 911, 715, 951]
news-item: The wholesale dry goods and notion house of George D. Thaxton & Co., Richmond, Va., assigned Saturday for the benefit of creditors. Total liabilities $34,000. — [900, 1001, 999, 1084]
school-law-section: SEC. 7. That section 2567, 2568 and 2469 are hereby repealed. — [340, 1111, 533, 1137]
sugg-office: OFFICE AT THE COURT HOUSE. — [1015, 1304, 1178, 1317]
dead-heroes-subheading: The Monument Unveiled in the Presence of Fifty Thousand People. — [726, 639, 890, 660]
quinerly-item: Misses L. B. Mewborn and G. B. Kilpatrick went to Kinston Sunday and returned yesterday. — [724, 1430, 891, 1470]
sugg-name: J. L. SUGG, — [1104, 1214, 1307, 1263]
odd-fellows-heading: Grand Lodge of Odd Fellows. — [565, 400, 692, 411]
court-notice-heading: NOTICE. — [924, 2123, 975, 2136]
medical-society-text: The State Medical Society elected the following officers for the ensuing year: President,—R. L. Payne, of Lexington. Vice Presidents—S. D. Booth, of Oxford; J. F. Monroe, Davidson; J. A. Burroughs, Asheville; J. R. Grimsley, Snow Hill. Secretary—R. D. Jewett, Wilmington. Treasurer—M. P. Perry, Macon. Winston was chosen as the next place of meeting. — [542, 254, 715, 389]
